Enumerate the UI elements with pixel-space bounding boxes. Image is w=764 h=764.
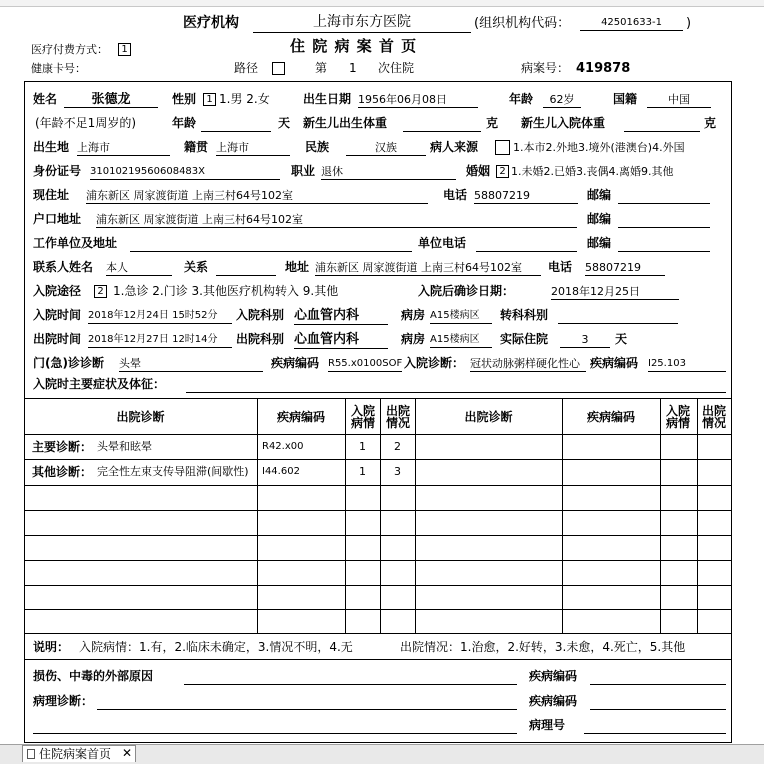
pathology-no-label: 病理号 [529, 718, 566, 732]
injury-code-field[interactable] [590, 669, 726, 685]
pathology-no-field[interactable] [584, 718, 726, 734]
contact-address-field[interactable]: 浦东新区 周家渡街道 上南三村64号102室 [315, 260, 541, 276]
dob-label: 出生日期 [303, 92, 352, 106]
gender-box[interactable]: 1 [203, 93, 216, 106]
payment-box[interactable]: 1 [118, 43, 131, 56]
main-diag-text[interactable]: 头晕和眩晕 [97, 440, 152, 453]
close-paren: ) [686, 16, 692, 31]
nb-admit-weight-field[interactable] [624, 116, 700, 132]
pathology-code-field[interactable] [590, 694, 726, 710]
source-box[interactable] [495, 140, 510, 155]
stay-label: 次住院 [378, 61, 415, 75]
work-field[interactable] [130, 236, 412, 252]
main-diag-code[interactable]: R42.x00 [262, 441, 304, 452]
work-label: 工作单位及地址 [33, 236, 118, 250]
discharge-ward-field[interactable]: A15楼病区 [430, 332, 492, 348]
close-icon[interactable]: ✕ [122, 746, 133, 760]
th-admit-right: 入院病情 [665, 404, 690, 430]
admit-route-options: 1.急诊 2.门诊 3.其他医疗机构转入 9.其他 [113, 284, 339, 298]
relation-field[interactable] [216, 260, 276, 276]
zip-field-1[interactable] [618, 188, 710, 204]
nb-admit-weight-label: 新生儿入院体重 [521, 116, 606, 130]
nb-birth-weight-field[interactable] [403, 116, 481, 132]
name-label: 姓名 [33, 92, 58, 106]
age-field[interactable]: 62岁 [543, 92, 581, 108]
contact-phone-field[interactable]: 58807219 [585, 260, 665, 276]
hukou-label: 户口地址 [33, 212, 82, 226]
work-phone-label: 单位电话 [418, 236, 467, 250]
admit-route-label: 入院途径 [33, 284, 82, 298]
native-label: 籍贯 [184, 140, 209, 154]
birthplace-field[interactable]: 上海市 [77, 140, 170, 156]
symptoms-field[interactable] [186, 377, 726, 393]
op-diag-label: 门(急)诊诊断 [33, 356, 104, 370]
record-no: 419878 [576, 61, 631, 76]
transfer-field[interactable] [558, 308, 678, 324]
th-diagnosis-right: 出院诊断 [464, 410, 513, 424]
occupation-label: 职业 [291, 164, 316, 178]
notes-admit-condition: 入院病情：1.有，2.临床未确定，3.情况不明，4.无 [79, 640, 353, 654]
page-title: 住 院 病 案 首 页 [290, 37, 418, 55]
source-options: 1.本市2.外地3.境外(港澳台)4.外国 [513, 141, 685, 154]
hukou-field[interactable]: 浦东新区 周家渡街道 上南三村64号102室 [96, 212, 577, 228]
zip-field-2[interactable] [618, 212, 710, 228]
admit-diag-label: 入院诊断： [404, 356, 465, 370]
work-phone-field[interactable] [476, 236, 577, 252]
los-label: 实际住院 [500, 332, 549, 346]
birthplace-label: 出生地 [33, 140, 70, 154]
th-admit-left: 入院病情 [350, 404, 375, 430]
discharge-time-label: 出院时间 [33, 332, 82, 346]
document-icon [27, 749, 35, 759]
th-outcome-left: 出院情况 [385, 404, 410, 430]
health-card-label: 健康卡号： [31, 62, 86, 75]
org-code-label: (组织机构代码： [474, 16, 571, 31]
admit-diag-field[interactable]: 冠状动脉粥样硬化性心 [470, 356, 586, 372]
tab-label: 住院病案首页 [39, 747, 112, 761]
other-diag-text[interactable]: 完全性左束支传导阻滞(间歇性) [97, 465, 249, 478]
address-label: 现住址 [33, 188, 70, 202]
admit-ward-field[interactable]: A15楼病区 [430, 308, 492, 324]
discharge-dept-field[interactable]: 心血管内科 [294, 331, 388, 349]
admit-route-box[interactable]: 2 [94, 285, 107, 298]
dob-field[interactable]: 1956年06月08日 [358, 92, 478, 108]
other-diag-outcome[interactable]: 3 [394, 465, 401, 478]
payment-label: 医疗付费方式： [31, 43, 108, 56]
injury-code-label: 疾病编码 [529, 669, 578, 683]
infant-age-label: 年龄 [172, 116, 197, 130]
org-label: 医疗机构 [183, 15, 239, 31]
discharge-ward-label: 病房 [401, 332, 426, 346]
pathology-diag-label: 病理诊断： [33, 694, 94, 708]
phone-field[interactable]: 58807219 [474, 188, 578, 204]
gram-unit-1: 克 [486, 116, 499, 130]
zip-field-3[interactable] [618, 236, 710, 252]
los-field[interactable]: 3 [560, 332, 610, 348]
relation-label: 关系 [184, 260, 209, 274]
pathway-label: 路径 [234, 61, 259, 75]
infant-note: (年龄不足1周岁的) [35, 116, 136, 130]
symptoms-label: 入院时主要症状及体征： [33, 377, 166, 391]
gender-options: 1.男 2.女 [219, 92, 270, 106]
notes-outcome: 出院情况：1.治愈，2.好转，3.未愈，4.死亡，5.其他 [400, 640, 686, 654]
record-no-label: 病案号： [521, 61, 570, 75]
th-diagnosis-left: 出院诊断 [116, 410, 165, 424]
pathology-diag-field[interactable] [97, 694, 517, 710]
admit-code-field[interactable]: I25.103 [648, 356, 726, 372]
pathway-checkbox[interactable] [272, 62, 285, 75]
native-field[interactable]: 上海市 [216, 140, 290, 156]
discharge-time-field[interactable]: 2018年12月27日 12时14分 [88, 332, 232, 348]
contact-address-label: 地址 [285, 260, 310, 274]
tab-admission-record[interactable] [22, 745, 136, 762]
notes-divider [24, 659, 732, 660]
contact-phone-label: 电话 [548, 260, 573, 274]
address-field[interactable]: 浦东新区 周家渡街道 上南三村64号102室 [86, 188, 428, 204]
infant-age-field[interactable] [201, 116, 271, 132]
admit-time-label: 入院时间 [33, 308, 82, 322]
other-diag-admit[interactable]: 1 [359, 465, 366, 478]
confirm-date-label: 入院后确诊日期： [418, 284, 515, 298]
other-diag-code[interactable]: I44.602 [262, 466, 300, 477]
admit-ward-label: 病房 [401, 308, 426, 322]
age-label: 年龄 [509, 92, 534, 106]
nb-birth-weight-label: 新生儿出生体重 [303, 116, 388, 130]
marital-label: 婚姻 [466, 164, 491, 178]
nth-label: 第 [315, 61, 328, 75]
zip-label-1: 邮编 [587, 188, 612, 202]
marital-options: 1.未婚2.已婚3.丧偶4.离婚9.其他 [511, 165, 674, 178]
marital-box[interactable]: 2 [496, 165, 509, 178]
admit-dept-field[interactable]: 心血管内科 [294, 307, 388, 325]
op-code-label: 疾病编码 [271, 356, 320, 370]
los-unit: 天 [615, 332, 628, 346]
notes-label: 说明： [33, 640, 70, 654]
ethnicity-field[interactable]: 汉族 [346, 140, 426, 156]
other-diag-label: 其他诊断： [32, 465, 93, 479]
phone-label: 电话 [443, 188, 468, 202]
gender-label: 性别 [172, 92, 197, 106]
zip-label-2: 邮编 [587, 212, 612, 226]
patient-name[interactable]: 张德龙 [64, 92, 158, 108]
discharge-dept-label: 出院科别 [236, 332, 285, 346]
th-code-left: 疾病编码 [276, 410, 325, 424]
ethnicity-label: 民族 [305, 140, 330, 154]
main-diag-label: 主要诊断： [32, 440, 93, 454]
contact-label: 联系人姓名 [33, 260, 94, 274]
admit-dept-label: 入院科别 [236, 308, 285, 322]
org-code: 42501633-1 [580, 15, 683, 31]
id-label: 身份证号 [33, 164, 82, 178]
nationality-label: 国籍 [613, 92, 638, 106]
th-outcome-right: 出院情况 [701, 404, 726, 430]
admit-code-label: 疾病编码 [590, 356, 639, 370]
id-field[interactable]: 31010219560608483X [90, 164, 280, 180]
contact-name-field[interactable]: 本人 [106, 260, 172, 276]
hospital-name: 上海市东方医院 [253, 14, 471, 33]
injury-label: 损伤、中毒的外部原因 [33, 669, 154, 683]
gram-unit-2: 克 [704, 116, 717, 130]
nationality-field[interactable]: 中国 [647, 92, 711, 108]
pathology-extra-field[interactable] [33, 718, 517, 734]
menubar [0, 0, 764, 7]
op-code-field[interactable]: R55.x0100SOF [328, 356, 402, 372]
main-diag-outcome[interactable]: 2 [394, 440, 401, 453]
confirm-date-field[interactable]: 2018年12月25日 [551, 284, 679, 300]
op-diag-field[interactable]: 头晕 [119, 356, 263, 372]
nth-value: 1 [349, 61, 357, 75]
zip-label-3: 邮编 [587, 236, 612, 250]
source-label: 病人来源 [430, 140, 479, 154]
occupation-field[interactable]: 退休 [321, 164, 456, 180]
admit-time-field[interactable]: 2018年12月24日 15时52分 [88, 308, 232, 324]
day-unit: 天 [278, 116, 291, 130]
main-diag-admit[interactable]: 1 [359, 440, 366, 453]
th-code-right: 疾病编码 [586, 410, 635, 424]
transfer-label: 转科科别 [500, 308, 549, 322]
pathology-code-label: 疾病编码 [529, 694, 578, 708]
injury-field[interactable] [184, 669, 517, 685]
